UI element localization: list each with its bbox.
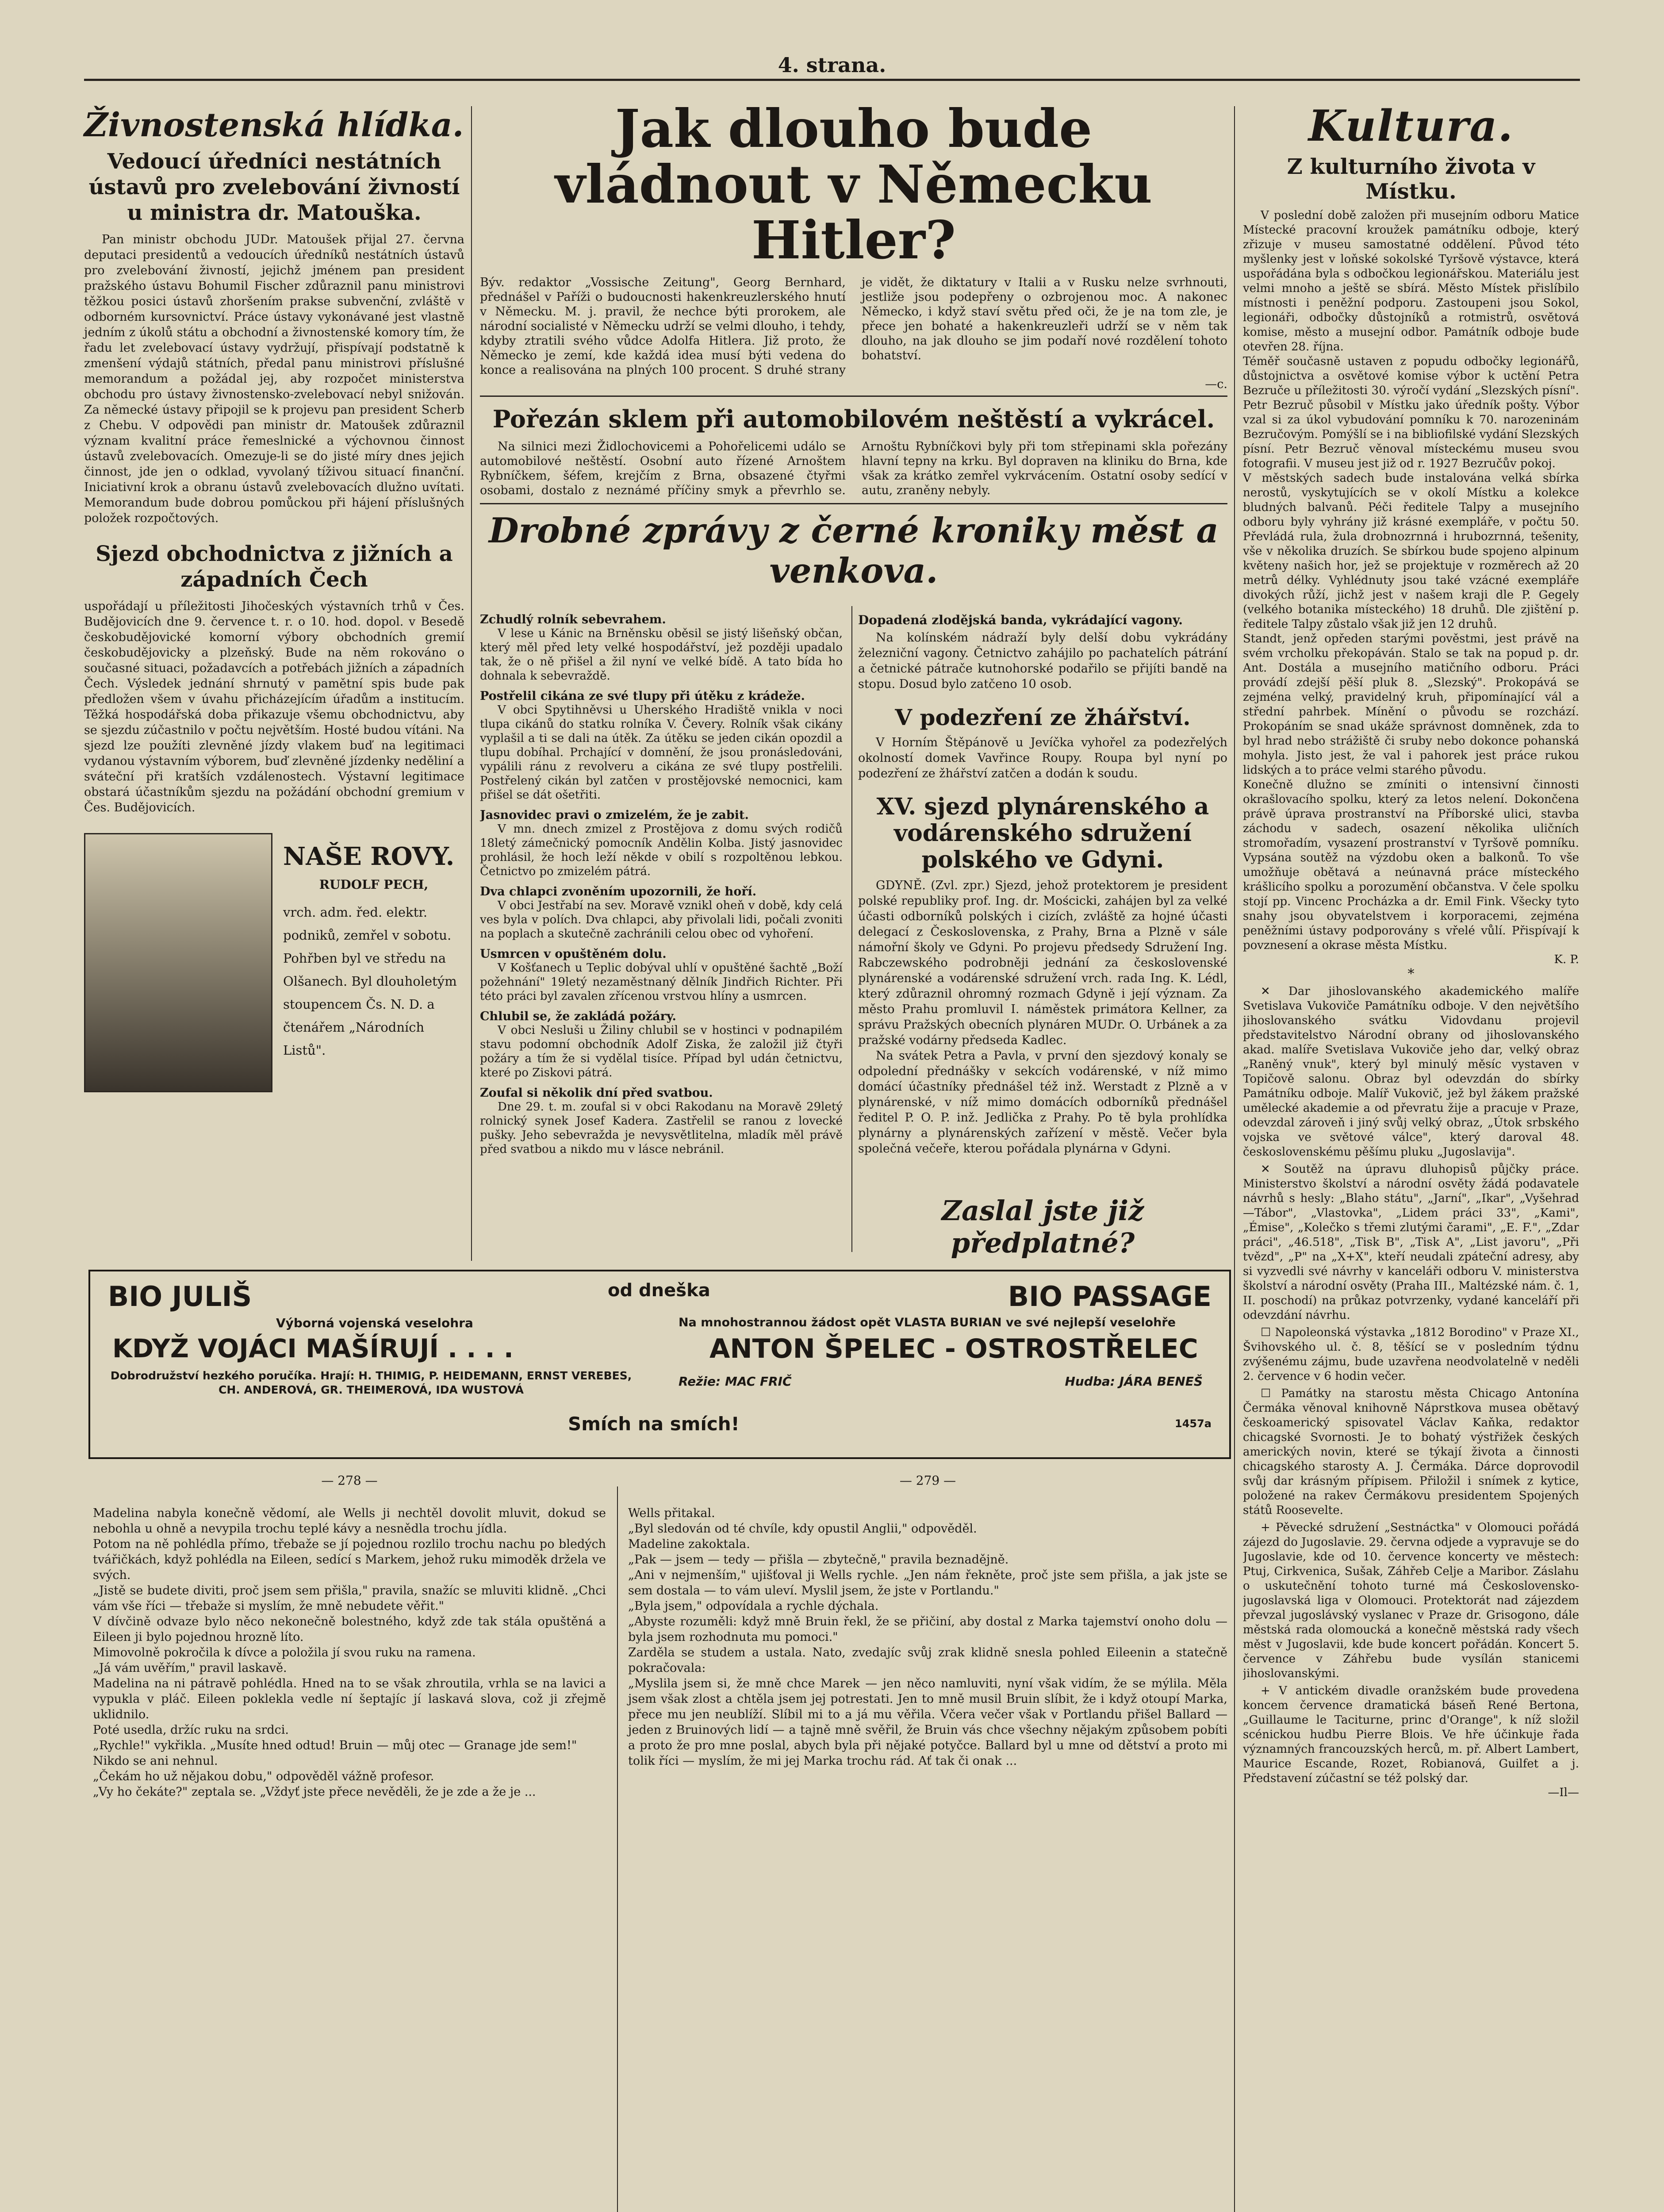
- chronicle-item-title: Jasnovidec pravi o zmizelém, že je zabit.: [480, 808, 749, 822]
- chronicle-item-body: V Košťanech u Teplic dobýval uhlí v opuštěné šachtě „Boží požehnání" 19letý nezaměstnaný dělník Jindřich Richter. Při této práci byl zavalen zřícenou vrstvou hlíny a usmrcen.: [480, 961, 843, 1003]
- section-heading: Kultura.: [1308, 101, 1514, 151]
- serial-column: [628, 1473, 1227, 1769]
- film-director: Režie: MAC FRIČ: [679, 1374, 792, 1389]
- chronicle-column: [480, 613, 843, 1263]
- film-genre: Výborná vojenská veselohra: [276, 1316, 473, 1330]
- article-body: uspořádají u příležitosti Jihočeských výstavních trhů v Čes. Budějovicích dne 9. července t. r. o 10. hod. dopol. v Besedě českobudějovické komorní výbory obchodních gremií českobudějovicky a plzeňský. Bude na něm rokováno o současné situaci, požadavcích a potřebách jižních a západních Čech. Výsledek jednání shrnutý v pamětní spis bude pak předložen všem v úvahu přicházejícím úřadům a institucím. Těžká hospodářská doba přikazuje všemu obchodnictvu, aby se sjezdu zúčastnilo v počtu největším. Hosté budou vítáni. Na sjezd lze použíti zlevněné jízdy vlakem buď na legitimaci vydanou výstavním výborem, buď zlevněné jízdenky neděliní a sváteční při kratších vzdálenostech. Výstavní legitimace obstará účastníkům sjezdu na požádání obchodní gremium v Čes. Budějovicích.: [84, 599, 464, 814]
- separator-asterisk: *: [1407, 966, 1415, 982]
- article-title: Dopadená zlodějská banda, vykrádající vagony.: [858, 613, 1183, 627]
- obituary-title: NAŠE ROVY.: [283, 842, 455, 871]
- chronicle-item-title: Chlubil se, že zakládá požáry.: [480, 1010, 676, 1023]
- film-note: Na mnohostrannou žádost opět VLASTA BURIAN ve své nejlepší veselohře: [679, 1316, 1176, 1329]
- subscribe-banner: Zaslal jste již předplatné?: [858, 1194, 1227, 1259]
- serial-text: Madelina nabyla konečně vědomí, ale Wells ji nechtěl dovolit mluvit, dokud se nebohla u ohně a nevypila trochu teplé kávy a nesnědla trochu jídla. Potom na ně pohlédla přímo, třebaže se jí pojednou rozlilo trochu nachu po bledých tvářičkách, když pohlédla na Eileen, sedící s Markem, jehož ruku mimoděk držela ve svých. „Jistě se budete diviti, proč jsem sem přišla," pravila, snažíc se mluviti klidně. „Chci vám vše říci — třebaže si myslím, že mně nebudete věřit." V dívčině odvaze bylo něco nekonečně bolestného, když zde tak stála opuštěná a Eileen ji bylo pojednou hrozně líto. Mimovolně pokročila k dívce a položila jí svou ruku na ramena. „Já vám uvěřím," pravil laskavě. Madelina na ni pátravě pohlédla. Hned na to se však zhroutila, vrhla se na lavici a vypukla v pláč. Eileen poklekla vedle ní šeptajíc jí laskavá slova, což ji zřejmě uklidnilo. Poté usedla, držíc ruku na srdci. „Rychle!" vykřikla. „Musíte hned odtud! Bruin — můj otec — Granage jde sem!" Nikdo se ani nehnul. „Čekám ho už nějakou dobu," odpověděl vážně profesor. „Vy ho čekáte?" zeptala se. „Vždyť jste přece nevěděli, že je zde a že je ...: [93, 1506, 606, 1799]
- serial-column: [93, 1473, 606, 1800]
- article-body: Na svátek Petra a Pavla, v první den sjezdový konaly se odpolední přednášky v sekcích vodárenské, v níž mimo domácí účastníky přednášel též inž. Werstadt z Plzně a v plynárenské, v níž mimo domácích odborníků přednášel ředitel P. O. P. inž. Jedlička z Prahy. Po tě byla prohlídka plynárny a plynárenských zařízení v městě. Večer byla společná večeře, kterou pořádala plynárna v Gdyni.: [858, 1049, 1227, 1156]
- article-title: Pořezán sklem při automobilovém neštěstí a vykrácel.: [492, 405, 1215, 433]
- chronicle-item-body: V lese u Kánic na Brněnsku oběsil se jistý lišeňský občan, který měl před lety velké hospodářství, jež později upadalo tak, že o ně přišel a žil nyní ve velké bídě. A tato bída ho dohnala k sebevraždě.: [480, 627, 843, 683]
- article-title: XV. sjezd plynárenského a vodárenského sdružení polského ve Gdyni.: [876, 793, 1209, 873]
- ad-date: od dneška: [608, 1280, 710, 1301]
- article-body: Pan ministr obchodu JUDr. Matoušek přijal 27. června deputaci presidentů a vedoucích úředníků nestátních ústavů pro zvelebování živností, jejichž jménem pan president pražského ústavu Bohumil Fischer zdůraznil panu ministrovi těžkou posici ústavů zhoršením prakse subvenční, zvláště v odborném kursovnictví. Práce ústavy vykonávané jest vlastně jedním z úkolů státu a obchodní a živnostenské komory tím, že řadu let zvelebovací ústavy vydržují, přispívají podstatně k zmenšení výdajů státních, předal panu ministrovi příslušné memorandum a požádal jej, aby rozpočet ministerstva obchodu pro ústavy živnostensko-zvelebovací nebyl snižován. Za německé ústavy připojil se k projevu pan president Scherb z Chebu. V odpovědi pan ministr dr. Matoušek zdůraznil význam kvalitní práce řemeslnické a výchovnou činnost ústavů zvelebovacích. Omezuje-li se do jisté míry dnes jejich činnost, jde jen o odklad, vyvolaný tíživou situací finanční. Iniciativní krok a obranu ústavů zvelebovacích dlužno uvítati. Memorandum bude dobrou pomůckou při hájení příslušných položek rozpočtových.: [84, 233, 464, 525]
- chronicle-item-body: V obci Jestřabí na sev. Moravě vznikl oheň v době, kdy celá ves byla v polích. Dva chlapci, aby přivolali lidi, počali zvoniti na poplach a skutečně zachránili celou obec od vyhoření.: [480, 899, 843, 941]
- article-body: GDYNĚ. (Zvl. zpr.) Sjezd, jehož protektorem je president polské republiky prof. Ing. dr. Mościcki, zahájen byl za velké účasti odborníků polských i cizích, zvláště za hojné účasti delegací z Československa, z Prahy, Brna a Plzně v sále námořní školy ve Gdyni. Po projevu předsedy Sdružení Ing. Rabczewského podrobněji jednání za československé plynárenské a vodárenské sdružení vrch. rada Ing. K. Lédl, který zdůraznil ohromný rozmach Gdyně i její význam. Za město Prahu promluvil I. náměstek primátora Kellner, za správu Pražských obecních plynáren MUDr. O. Urbánek a za pražské vodárny předseda Kadlec.: [858, 879, 1227, 1047]
- article-title: Z kulturního života v Místku.: [1287, 154, 1535, 204]
- center-column: [480, 98, 1227, 591]
- chronicle-item-title: Dva chlapci zvoněním upozornili, že hoří.: [480, 885, 757, 899]
- article-body: V Horním Štěpánově u Jevíčka vyhořel za podezřelých okolností domek Vavřince Roupy. Roupa byl nyní po podezření ze žhářství zatčen a dodán k soudu.: [858, 736, 1227, 780]
- culture-note: + V antickém divadle oranžském bude provedena koncem července dramatická báseň René Bertona, „Guillaume le Taciturne, princ d'Orange", k níž složil scénickou hudbu Pierre Blois. Ve hře účinkuje řada významných francouzských herců, m. př. Albert Lambert, Maurice Escande, Rozet, Robianová, Guilfet a j. Představení zúčastní se též polský dar.: [1243, 1684, 1579, 1785]
- chronicle-item-title: Usmrcen v opuštěném dolu.: [480, 947, 667, 961]
- divider: [480, 396, 1227, 397]
- column-rule: [851, 606, 852, 1252]
- article-title: Sjezd obchodnictva z jižních a západních Čech: [96, 541, 453, 592]
- chronicle-item-body: V obci Nesluši u Žiliny chlubil se v hostinci v podnapilém stavu podomní obchodník Adolf Ziska, že založil již čtyři požáry a tím že si vydělal tisíce. Případ byl udán četnictvu, které po Ziskovi pátrá.: [480, 1024, 843, 1079]
- film-title: KDYŽ VOJÁCI MAŠÍRUJÍ . . . .: [112, 1333, 514, 1363]
- culture-note: ✕ Dar jihoslovanského akademického malíře Svetislava Vukoviče Památníku odboje. V den největšího jihoslovanského svátku Vidovdanu projevil představitelstvo Národní obrany od jihoslovanského akad. malíře Svetislava Vukoviče jeho dar, velký obraz „Raněný vnuk", který byl minulý měsíc vystaven v Topičově salonu. Obraz byl odevzdán do sbírky Památníku odboje. Malíř Vukovič, jež byl žákem pražské umělecké akademie a od převratu žije a pracuje v Praze, odevzdal zároveň i jiný svůj velký obraz, „Útok srbského vojska ve světové válce", který daroval 48. československému pěšímu pluku „Jugoslavija".: [1243, 985, 1579, 1159]
- chronicle-heading: Drobné zprávy z černé kroniky měst a venkova.: [488, 511, 1219, 591]
- film-credits: Dobrodružství hezkého poručíka. Hrají: H. THIMIG, P. HEIDEMANN, ERNST VEREBES, CH. ANDEROVÁ, GR. THEIMEROVÁ, IDA WUSTOVÁ: [110, 1369, 632, 1396]
- chronicle-list: [480, 613, 843, 1156]
- page-marker: — 279 —: [899, 1473, 956, 1488]
- center-right-column: [858, 613, 1227, 1263]
- culture-note: + Pěvecké sdružení „Sestnáctka" v Olomouci pořádá zájezd do Jugoslavie. 29. června odjede a vypravuje se do Jugoslavie, kde od 10. července koncerty ve městech: Ptuj, Cirkvenica, Sušak, Záhřeb Celje a Maribor. Záslahu o uskutečnění tohoto turné má Československo-jugoslavská liga v Olomouci. Protektorát nad zájezdem převzal jugoslávský vyslanec v Praze dr. Grisogono, dále městská rada olomoucká a konečně městská rady všech měst v Jugoslavii, kde bude koncert pořádán. Koncert 5. července v Záhřebu bude vysílán stanicemi jihoslovanskými.: [1243, 1521, 1579, 1680]
- article-title: V podezření ze žhářství.: [895, 704, 1191, 730]
- film-music: Hudba: JÁRA BENEŠ: [1065, 1374, 1203, 1389]
- obituary: [84, 833, 464, 1098]
- chronicle-item-body: V obci Spytihněvsi u Uherského Hradiště vnikla v noci tlupa cikánů do statku rolníka V. Čevery. Rolník však cikány vyplašil a ti se dali na útěk. Za útěku se jeden cikán opozdil a tlupu dobíhal. Prchající v domnění, že jsou pronásledováni, vypálili ránu z revolveru a cikána ze své tlupy postřelili. Postřelený cikán byl zatčen v prostějovské nemocnici, kam přišel se dát ošetřiti.: [480, 703, 843, 802]
- ad-slogan: Smích na smích!: [568, 1413, 740, 1435]
- obituary-body: vrch. adm. řed. elektr. podniků, zemřel v sobotu. Pohřben byl ve středu na Olšanech. Byl dlouholetým stoupencem Čs. N. D. a čtenářem „Národních Listů".: [283, 905, 457, 1058]
- obituary-name: RUDOLF PECH,: [319, 877, 429, 892]
- article-signature: —c.: [1205, 377, 1227, 391]
- page-marker: — 278 —: [321, 1473, 378, 1488]
- page-number: 4. strana.: [778, 53, 886, 77]
- chronicle-item-title: Zoufal si několik dní před svatbou.: [480, 1086, 713, 1100]
- column-rule: [617, 1486, 618, 2212]
- film-title: ANTON ŠPELEC - OSTROSTŘELEC: [709, 1333, 1198, 1364]
- ad-code: 1457a: [1175, 1417, 1212, 1430]
- left-column: [84, 106, 464, 1098]
- cinema-ad: [88, 1270, 1231, 1459]
- divider: [480, 503, 1227, 504]
- culture-note: ☐ Napoleonská výstavka „1812 Borodino" v Praze XI., Švihovského ul. č. 8, těšící se v posledním týdnu zvýšenému zájmu, bude uzavřena neodvolatelně v neděli 2. července v 6 hodin večer.: [1243, 1326, 1579, 1383]
- column-rule: [1234, 106, 1235, 2212]
- chronicle-item-title: Postřelil cikána ze své tlupy při útěku z krádeže.: [480, 689, 805, 703]
- article-body: Na silnici mezi Židlochovicemi a Pohořelicemi událo se automobilové neštěstí. Osobní auto řízené Arnoštem Rybníčkem, šéfem, krejčím z Brna, obsazené čtyřmi osobami, dostalo z neznámé příčiny smyk a převrhlo se. Arnoštu Rybníčkovi byly při tom střepinami skla pořezány hlavní tepny na krku. Byl dopraven na kliniku do Brna, kde však za krátko zemřel vykrvácením. Ostatní osoby sedící v autu, zraněny nebyly.: [480, 440, 1227, 497]
- column-rule: [471, 106, 472, 1261]
- headline: Jak dlouho bude vládnout v Německu Hitler?: [555, 98, 1153, 271]
- culture-column: [1243, 101, 1579, 2212]
- chronicle-item-body: Dne 29. t. m. zoufal si v obci Rakodanu na Moravě 29letý rolnický synek Josef Kadera. Zastřelil se ranou z lovecké pušky. Jeho sebevražda je nevysvětlitelna, mladík měl právě před svatbou a nikdo mu v lásce nebránil.: [480, 1100, 843, 1156]
- article-title: Vedoucí úředníci nestátních ústavů pro zvelebování živností u ministra dr. Matouška.: [88, 149, 460, 225]
- portrait-photo: [84, 833, 272, 1092]
- cinema-name: BIO JULIŠ: [108, 1280, 252, 1313]
- culture-note: ✕ Soutěž na úpravu dluhopisů půjčky práce. Ministerstvo školství a národní osvěty žádá podavatele návrhů s hesly: „Blaho státu", „Jarní", „Ikar", „Vyšehrad—Tábor", „Vlastovka", „Lidem práci 33", „Kami", „Émise", „Kolečko s třemi zlutými čarami", „E. F.", „Zdar práci", „46.518", „Tisk B", „Tisk A", „List javoru", „Při tvězd", „P" na „X+X", kteří neudali zpáteční adresy, aby si vyzvedli své návrhy v kanceláři odboru V. ministerstva školství a národní osvěty (Praha III., Maltézské nám. č. 1, II. poschodí) na průkaz potvrzenky, vydané kanceláří při odevzdání návrhu.: [1243, 1163, 1579, 1322]
- header-rule: [84, 79, 1580, 81]
- article-body: Na kolínském nádraží byly delší dobu vykrádány železniční vagony. Četnictvo zahájilo po pachatelích pátrání a četnické pátrače kutnohorské podařilo se přijíti bandě na stopu. Dosud bylo zatčeno 10 osob.: [858, 631, 1227, 691]
- chronicle-item-body: V mn. dnech zmizel z Prostějova z domu svých rodičů 18letý zámečnický pomocník Andělin Kolba. Jistý jasnovidec prohlásil, že hoch leží někde v obilí s rozpoltěnou lebkou. Četnictvo po zmizelém pátrá.: [480, 822, 843, 878]
- article-body: V poslední době založen při musejním odboru Matice Místecké pracovní kroužek památníku odboje, který zřizuje v museu samostatné oddělení. Původ této myšlenky jest v loňské sokolské Tyršově výstavce, která uspořádána byla s odbočkou legionářskou. Materiálu jest velmi mnoho a ještě se sbírá. Město Místek přislíbilo místnosti i peněžní podporu. Zastoupeni jsou Sokol, legionáři, odbočky důstojníků a rotmistrů, osvětová komise, město a musejní odbor. Památník odboje bude otevřen 28. října. Téměř současně ustaven z popudu odbočky legionářů, důstojnictva a osvětové komise výbor k uctění Petra Bezruče u příležitosti 30. výročí vydání „Slezských písní". Petr Bezruč působil v Místku jako úředník pošty. Výbor vzal si za úkol vybudování pomníku k 70. narozeninám Bezručovým. Pomýšlí se i na bibliofilské vydání Slezských písní. Petr Bezruč věnoval místeckému museu svou fotografii. V museu jest již od r. 1927 Bezručův pokoj. V městských sadech bude instalována velká sbírka nerostů, vyskytujících se v okolí Místku a kolekce bludných balvanů. Péči ředitele Talpy a musejního odboru byly vyhrány již krásné exempláře, v počtu 50. Převládá rula, žula drobnozrnná i hrubozrnná, tešenity, vše v několika druzích. Se sbírkou bude spojeno alpinum květeny našich hor, jež se projektuje v rozměrech až 20 metrů délky. Vyhlédnuty jsou také vzácné exempláře divokých růží, jichž jest v našem kraji dle P. Gegely (velkého botanika místeckého) 18 druhů. Dle zjištění p. ředitele Talpy zůstalo však již jen 12 druhů. Standt, jenž opředen starými pověstmi, jest právě na svém vrcholku překopáván. Stalo se tak na popud p. dr. Ant. Dostála a musejního matičního odboru. Práci provádí zdejší pěší pluk 8. „Slezský". Prokopává se zejména velký, pravidelný kruh, připomínající vál a střední pahrbek. Mínění o původu se rozchází. Prokopáním se snad ukáže správnost domněnek, zda to byl hrad nebo strážiště či sruby nebo dokonce pohanská mohyla. Jisto jest, že val i pahorek jest práce rukou lidských a to práce velmi starého původu. Konečně dlužno se zmíniti o intensivní činnosti okrašlovacího spolku, který za letos nelení. Dokončena právě úprava prostranství na Příborské ulici, stavba záchodu v sadech, osazení několika uličních stromořadím, vysazení prostranství v Tyršově pomníku. Vypsána soutěž na výzdobu oken a balkonů. To vše umožňuje obětavá a neúnavná práce místeckého krášlicího spolku a porozumění občanstva. V čele spolku stojí pp. Vincenc Procházka a dr. Emil Fink. Všecky tyto snahy jsou obyvatelstvem i korporacemi, zejména peněžními ústavy podporovány s vřelé vůlí. Přispívají k povznesení a okrase města Místku.: [1243, 209, 1579, 952]
- article-body: Býv. redaktor „Vossische Zeitung", Georg Bernhard, přednášel v Paříži o budoucnosti hakenkreuzlerského hnutí v Německu. M. j. pravil, že nechce býti prorokem, ale národní socialisté v Německu udrží se velmi dlouho, i tehdy, kdyby ztratili svého vůdce Adolfa Hitlera. Již proto, že Německo je zemí, kde každá idea musí býti vedena do konce a realisována na plných 100 procent. S druhé strany je vidět, že diktatury v Italii a v Rusku nelze svrhnouti, jestliže jsou podepřeny o ozbrojenou moc. A nakonec Německo, i když staví světu před oči, že je na tom zle, je přece jen bohaté a hakenkreuzleři udrží se v něm tak dlouho, na jak dlouho se jim podaří nové rozdělení tohoto bohatství.: [480, 276, 1227, 377]
- article-signature: —Il—: [1548, 1786, 1579, 1799]
- culture-note: ☐ Památky na starostu města Chicago Antonína Čermáka věnoval knihovně Náprstkova musea obětavý českoamerický spisovatel Václav Kaňka, redaktor chicagské Svornosti. Je to bohatý výstřižek českých amerických novin, které se týkají života a činnosti chicagského starosty A. J. Čermáka. Dárce doprovodil svůj dar krásným přípisem. Přiložil i snímek z kytice, položené na rakev Čermákovu presidentem Spojených států Roosevelte.: [1243, 1387, 1579, 1517]
- cinema-name: BIO PASSAGE: [1008, 1280, 1212, 1313]
- serial-text: Wells přitakal. „Byl sledován od té chvíle, kdy opustil Anglii," odpověděl. Madeline zakoktala. „Pak — jsem — tedy — přišla — zbytečně," pravila beznadějně. „Ani v nejmenším," ujišťoval ji Wells rychle. „Jen nám řekněte, proč jste sem přišla, a jak jste se sem dostala — to vám uleví. Myslil jsem, že jste v Portlandu." „Byla jsem," odpovídala a rychle dýchala. „Abyste rozuměli: když mně Bruin řekl, že se přičiní, aby dostal z Marka tajemství onoho dolu — byla jsem rozhodnuta mu pomoci." Zarděla se studem a ustala. Nato, zvedajíc svůj zrak klidně snesla pohled Eileenin a statečně pokračovala: „Myslila jsem si, že mně chce Marek — jen něco namluviti, nyní však vidím, že se mýlila. Měla jsem však zlost a chtěla jsem jej potrestati. Jen to mně musil Bruin slíbit, že i když otoupí Marka, přece mu jen neublíží. Slíbil mi to a já mu věřila. Včera večer však v Portlandu přišel Ballard — jeden z Bruinových lidí — a tajně mně svěřil, že Bruin vás chce všechny nějakým způsobem pobíti a proto že pro mne poslal, abych byla při nějaké potyčce. Ballard byl u mne od dětství a proto mi tolik říci — myslím, že mi jej Marka trochu rád. Ať tak či onak ...: [628, 1506, 1227, 1768]
- chronicle-item-title: Zchudlý rolník sebevrahem.: [480, 613, 666, 626]
- notes-list: [1243, 984, 1579, 1786]
- section-heading: Živnostenská hlídka.: [84, 106, 464, 144]
- article-signature: K. P.: [1554, 953, 1579, 966]
